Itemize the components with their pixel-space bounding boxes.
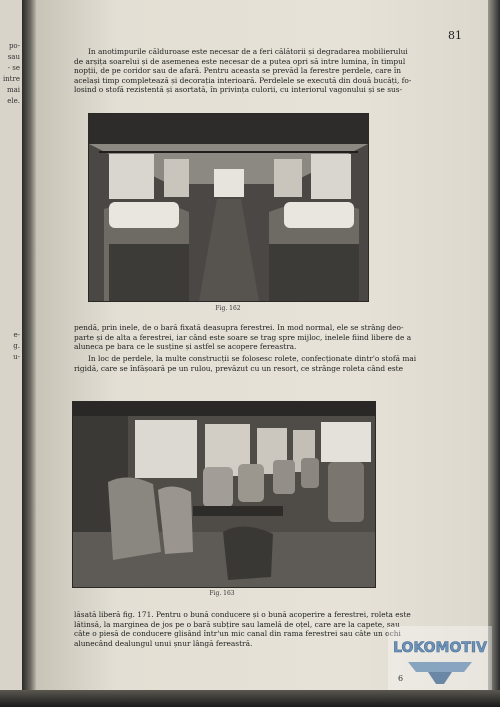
text-line: câte o piesă de conducere glisând într'un mic canal din rama ferestrei sau câte un ochi <box>74 629 401 639</box>
bottom-shadow <box>0 690 500 707</box>
margin-fragment: intre <box>2 75 20 83</box>
page-edge-shadow <box>488 0 500 707</box>
text-line: de arșița soarelui și de asemenea este necesar de a putea opri să intre lumina, în timpul <box>74 56 406 66</box>
text-line: alunecând dealungul unui șnur lângă fereastră. <box>74 638 253 648</box>
text-line: lăsată liberă fig. 171. Pentru o bună conducere și o bună acoperire a ferestrei, roleta este <box>74 610 411 619</box>
paragraph-middle-2 <box>74 354 462 373</box>
figure-163-caption: Fig. 163 <box>209 590 235 597</box>
book-gutter <box>22 0 36 700</box>
figure-162-caption: Fig. 162 <box>215 305 241 312</box>
margin-fragment: sau <box>7 53 20 61</box>
page-footer-number: 6 <box>398 674 404 683</box>
text-line: lătinsă, la marginea de jos pe o bară subțire sau lamelă de oțel, care are la capete, sau <box>74 619 400 629</box>
figure-162-photo <box>88 113 369 302</box>
text-line: In anotimpurile călduroase este necesar de a feri călătorii și degradarea mobilierului <box>88 47 408 56</box>
text-line: losind o stofă rezistentă și asortată, în privința culorii, cu interiorul vagonului și se sus- <box>74 85 403 95</box>
paragraph-middle <box>74 323 462 352</box>
margin-fragment: mai <box>6 86 20 94</box>
text-line: In loc de perdele, la multe construcții se folosesc rolete, confecționate dintr'o stofă mai <box>88 354 417 363</box>
text-line: același timp completează și decorația interioară. Perdelele se execută din două bucăți, fo- <box>74 75 412 85</box>
paragraph-top <box>74 47 462 95</box>
margin-fragment: u- <box>13 353 20 361</box>
lokomotiv-watermark-logo <box>388 626 492 690</box>
margin-fragment: ele. <box>7 97 20 105</box>
margin-fragment: e- <box>13 331 20 339</box>
margin-fragment: - se <box>7 64 20 72</box>
page-number: 81 <box>448 29 462 42</box>
figure-163-photo <box>72 401 376 588</box>
text-line: pendă, prin inele, de o bară fixată deasupra ferestrei. In mod normal, ele se strâng deo- <box>74 323 404 332</box>
book-page <box>36 0 488 700</box>
previous-page-edge <box>0 0 22 690</box>
text-line: aluneca pe bara ce le susține și astfel se acopere fereastra. <box>74 342 297 352</box>
text-line: nopții, de pe coridor sau de afară. Pentru aceasta se prevăd la ferestre perdele, care în <box>74 66 402 76</box>
text-line: parte și de alta a ferestrei, iar când este soare se trag spre mijloc, inelele fiind libere de a <box>74 332 412 342</box>
text-line: rigidă, care se înfășoară pe un rulou, prevăzut cu un resort, ce strânge roleta când este <box>74 363 404 373</box>
margin-fragment: po- <box>8 42 20 50</box>
watermark-text: LOKOMOTIV <box>393 640 487 656</box>
margin-fragment: g. <box>13 342 20 350</box>
